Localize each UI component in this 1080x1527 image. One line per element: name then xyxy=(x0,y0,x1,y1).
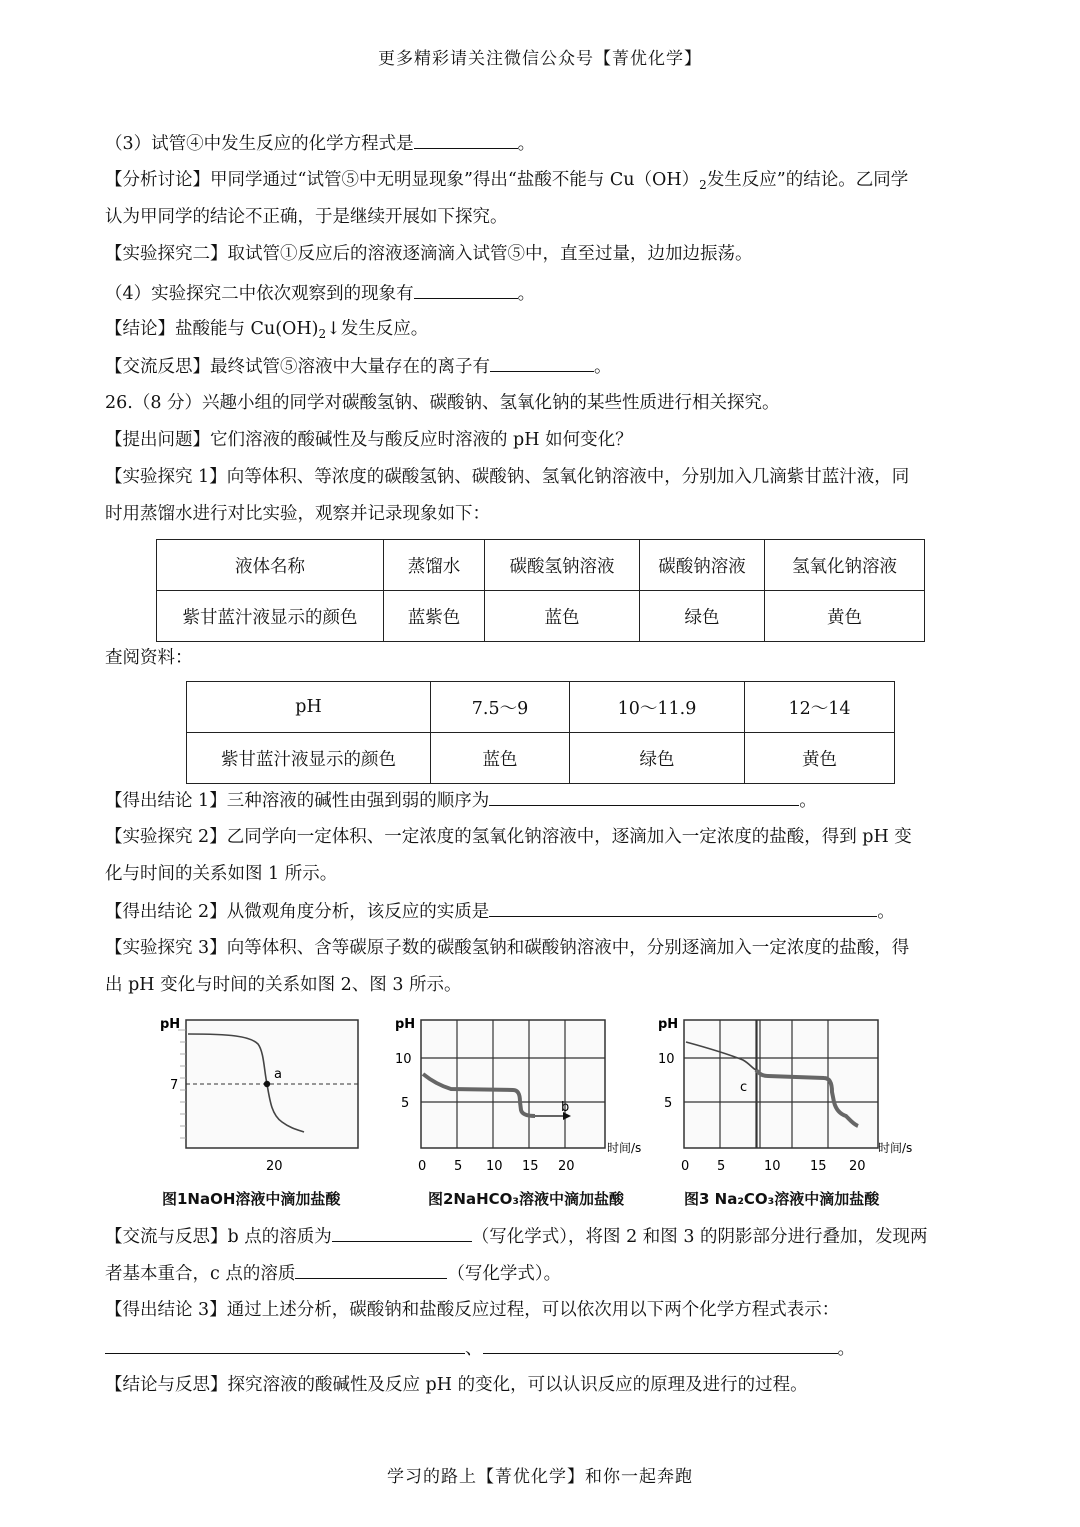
point-b-label: b xyxy=(561,1100,570,1115)
x-axis-label: 时间/s xyxy=(878,1141,913,1155)
x-tick: 10 xyxy=(486,1159,503,1174)
table-cell: 碳酸氢钠溶液 xyxy=(485,540,640,591)
page-header: 更多精彩请关注微信公众号【菁优化学】 xyxy=(378,49,702,69)
table-cell: 12～14 xyxy=(745,682,895,733)
experiment-2b-line-1: 【实验探究 2】乙同学向一定体积、一定浓度的氢氧化钠溶液中，逐滴加入一定浓度的盐酸，得到 pH 变 xyxy=(105,827,912,847)
y-tick: 10 xyxy=(395,1052,412,1067)
y-tick: 7 xyxy=(170,1078,179,1093)
question-3: （3）试管④中发生反应的化学方程式是 。 xyxy=(105,131,535,156)
table-cell: 10～11.9 xyxy=(570,682,745,733)
figure-3-chart xyxy=(648,1010,913,1180)
table-cell: 绿色 xyxy=(640,591,765,642)
table-cell: 蓝色 xyxy=(431,733,570,784)
equation-blanks: 、 。 xyxy=(105,1336,855,1361)
table-cell: 液体名称 xyxy=(157,540,384,591)
table-cell: 黄色 xyxy=(745,733,895,784)
table-cell: pH xyxy=(187,682,431,733)
figure-3-caption: 图3 Na₂CO₃溶液中滴加盐酸 xyxy=(684,1190,880,1208)
answer-blank[interactable] xyxy=(332,1224,472,1242)
table-cell: 7.5～9 xyxy=(431,682,570,733)
x-tick: 0 xyxy=(681,1159,690,1174)
table-cell: 碳酸钠溶液 xyxy=(640,540,765,591)
y-tick: 10 xyxy=(658,1052,675,1067)
x-tick: 5 xyxy=(717,1159,726,1174)
analysis-line-1: 【分析讨论】甲同学通过“试管⑤中无明显现象”得出“盐酸不能与 $Cu(OH)_2$发生反应”的结论。乙同学 xyxy=(105,170,909,192)
experiment-1-line-1: 【实验探究 1】向等体积、等浓度的碳酸氢钠、碳酸钠、氢氧化钠溶液中，分别加入几滴紫甘蓝汁液，同 xyxy=(105,467,910,487)
ph-color-table xyxy=(186,681,895,784)
raise-question: 【提出问题】它们溶液的酸碱性及与酸反应时溶液的 pH 如何变化？ xyxy=(105,430,633,450)
answer-blank[interactable] xyxy=(414,131,518,149)
answer-blank[interactable] xyxy=(490,354,594,372)
color-table xyxy=(156,539,925,642)
y-axis-label: pH xyxy=(658,1017,679,1032)
table-cell: 紫甘蓝汁液显示的颜色 xyxy=(187,733,431,784)
table-cell: 蒸馏水 xyxy=(384,540,485,591)
plot-frame xyxy=(421,1020,605,1148)
plot-frame xyxy=(684,1020,878,1148)
conclusion: 【结论】盐酸能与 $Cu(OH)_2↓$发生反应。 xyxy=(105,319,429,341)
x-tick: 20 xyxy=(558,1159,575,1174)
experiment-3-line-2: 出 pH 变化与时间的关系如图 2、图 3 所示。 xyxy=(105,975,462,995)
reference-label: 查阅资料： xyxy=(105,648,193,668)
x-tick: 15 xyxy=(522,1159,539,1174)
final-reflection: 【结论与反思】探究溶液的酸碱性及反应 pH 的变化，可以认识反应的原理及进行的过程。 xyxy=(105,1375,808,1395)
x-tick: 10 xyxy=(764,1159,781,1174)
analysis-line-2: 认为甲同学的结论不正确，于是继续开展如下探究。 xyxy=(105,207,508,227)
table-cell: 氢氧化钠溶液 xyxy=(765,540,925,591)
experiment-2b-line-2: 化与时间的关系如图 1 所示。 xyxy=(105,864,338,884)
conclusion-3: 【得出结论 3】通过上述分析，碳酸钠和盐酸反应过程，可以依次用以下两个化学方程式表示： xyxy=(105,1300,840,1320)
reflection-line-2: 者基本重合，c 点的溶质 （写化学式）。 xyxy=(105,1261,561,1286)
x-tick: 20 xyxy=(266,1159,283,1174)
table-cell: 黄色 xyxy=(765,591,925,642)
y-tick: 5 xyxy=(401,1096,410,1111)
table-cell: 绿色 xyxy=(570,733,745,784)
figure-2-chart xyxy=(385,1010,642,1180)
x-tick: 0 xyxy=(418,1159,427,1174)
question-4: （4）实验探究二中依次观察到的现象有 。 xyxy=(105,281,535,306)
answer-blank[interactable] xyxy=(489,788,799,806)
figure-2-caption: 图2NaHCO₃溶液中滴加盐酸 xyxy=(428,1190,624,1208)
point-a-marker xyxy=(264,1081,270,1087)
conclusion-2: 【得出结论 2】从微观角度分析，该反应的实质是 。 xyxy=(105,899,895,924)
answer-blank[interactable] xyxy=(295,1261,447,1279)
table-cell: 蓝紫色 xyxy=(384,591,485,642)
answer-blank[interactable] xyxy=(414,281,518,299)
table-cell: 蓝色 xyxy=(485,591,640,642)
figure-1-chart xyxy=(150,1010,370,1180)
y-axis-label: pH xyxy=(160,1017,181,1032)
y-axis-label: pH xyxy=(395,1017,416,1032)
experiment-1-line-2: 时用蒸馏水进行对比实验，观察并记录现象如下： xyxy=(105,504,490,524)
table-cell: 紫甘蓝汁液显示的颜色 xyxy=(157,591,384,642)
answer-blank[interactable] xyxy=(483,1336,838,1354)
reflection-line-1: 【交流与反思】b 点的溶质为 （写化学式），将图 2 和图 3 的阴影部分进行叠加，发现两 xyxy=(105,1224,928,1249)
x-tick: 5 xyxy=(454,1159,463,1174)
point-c-label: c xyxy=(740,1080,748,1095)
y-tick: 5 xyxy=(664,1096,673,1111)
experiment-3-line-1: 【实验探究 3】向等体积、含等碳原子数的碳酸氢钠和碳酸钠溶液中，分别逐滴加入一定浓度的盐酸，得 xyxy=(105,938,910,958)
page-footer: 学习的路上【菁优化学】和你一起奔跑 xyxy=(387,1467,693,1487)
answer-blank[interactable] xyxy=(489,899,877,917)
figure-1-caption: 图1NaOH溶液中滴加盐酸 xyxy=(162,1190,341,1208)
conclusion-1: 【得出结论 1】三种溶液的碱性由强到弱的顺序为 。 xyxy=(105,788,817,813)
question-26: 26.（8 分）兴趣小组的同学对碳酸氢钠、碳酸钠、氢氧化钠的某些性质进行相关探究。 xyxy=(105,393,780,413)
answer-blank[interactable] xyxy=(105,1336,465,1354)
x-tick: 20 xyxy=(849,1159,866,1174)
exchange-reflection: 【交流反思】最终试管⑤溶液中大量存在的离子有 。 xyxy=(105,354,612,379)
point-a-label: a xyxy=(274,1067,282,1082)
x-tick: 15 xyxy=(810,1159,827,1174)
experiment-2: 【实验探究二】取试管①反应后的溶液逐滴滴入试管⑤中，直至过量，边加边振荡。 xyxy=(105,244,753,264)
x-axis-label: 时间/s xyxy=(607,1141,642,1155)
